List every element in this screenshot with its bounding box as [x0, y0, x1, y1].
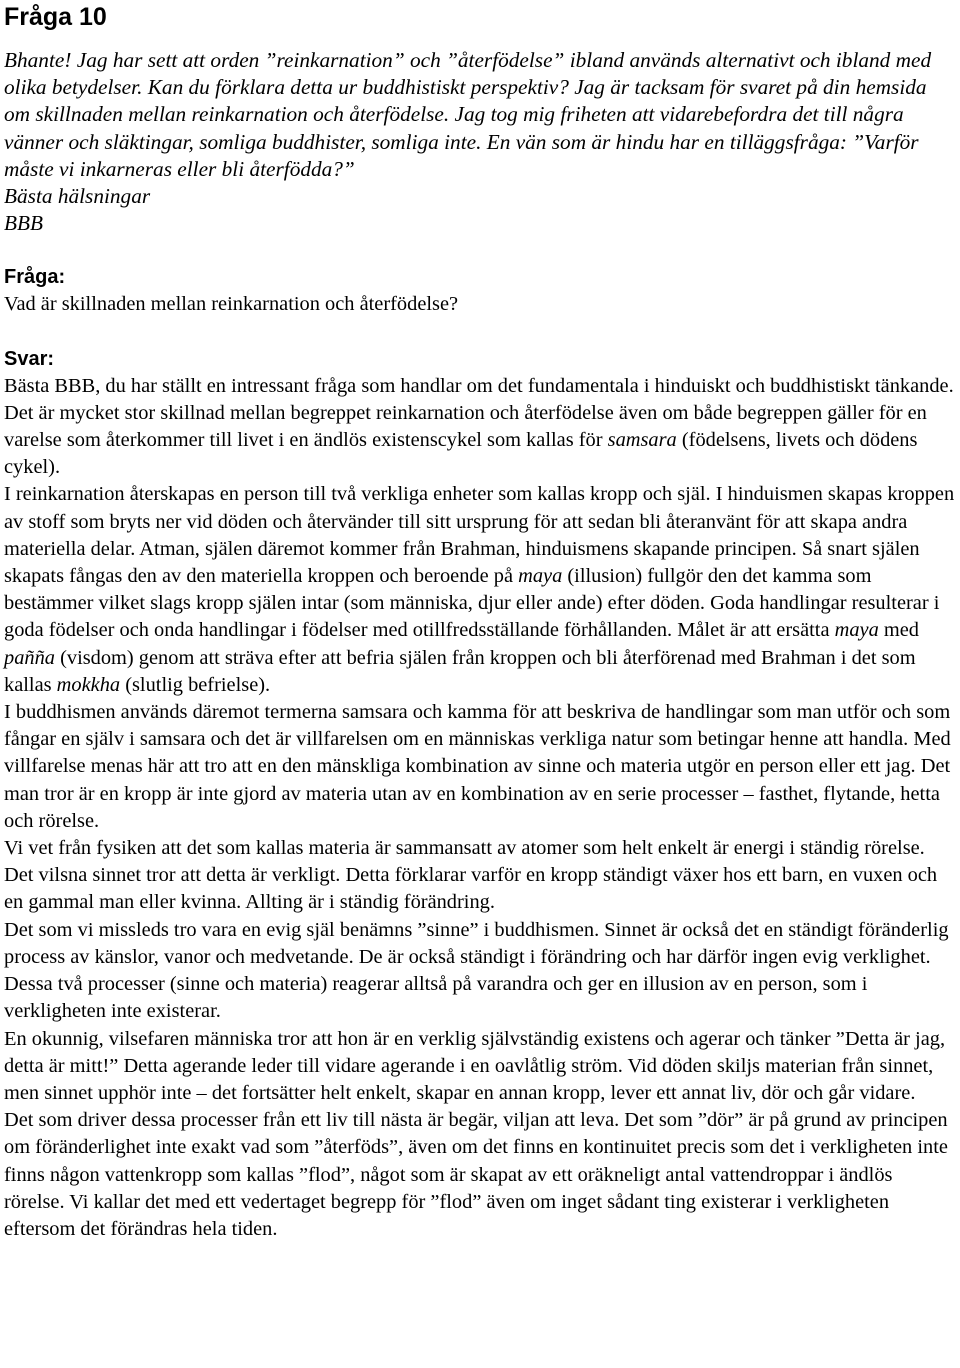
letter-greeting: Bästa hälsningar — [4, 184, 151, 209]
answer-paragraph-7: En okunnig, vilsefaren människa tror att hon är en verklig självständig existens och agerar och tänker ”Detta är jag, detta är mitt!” Detta agerande leder till vidare agerande i en oavlåtlig ström. Vid döden skiljs materian från sinnet, men sinnet upphör inte – det fortsätter helt enkelt, skapar en annan kropp, lever ett annat liv, dör och går vidare. — [4, 1027, 946, 1104]
question-section — [4, 264, 956, 318]
answer-section — [4, 346, 956, 1244]
text-run: I reinkarnation återskapas en person till två verkliga enheter som kallas kropp och själ. I hinduismen skapas kroppen av stoff som bryts ner vid döden och återvänder till sitt ursprung för att sedan bli återanvänt för att skapa andra materiella delar. Atman, själen däremot kommer från Brahman, hinduismens skapande principen. Så snart själen skapats fångas den av den materiella kroppen och beroende på — [4, 483, 955, 588]
answer-paragraph-6: Det som vi missleds tro vara en evig själ benämns ”sinne” i buddhismen. Sinnet är också det en ständigt föränderlig process av känslor, vanor och medvetande. De är också ständigt i förändring och har därför ingen evig verklighet. Dessa två processer (sinne och materia) reagerar alltså på varandra och ger en illusion av en person, som i verkligheten inte existerar. — [4, 918, 949, 1023]
term-mokkha: mokkha — [56, 673, 121, 696]
document-page — [4, 0, 956, 1243]
answer-paragraph-1: Bästa BBB, du har ställt en intressant fråga som handlar om det fundamentala i hinduiskt och buddhistiskt tänkande. — [4, 374, 954, 397]
question-label: Fråga: — [4, 266, 66, 289]
answer-paragraph-4: I buddhismen används däremot termerna samsara och kamma för att beskriva de handlingar som man utför och som fångar en själv i samsara och det är villfarelsen om en människas verkliga natur som betingar henne att handla. Med villfarelse menas här att tro att en den mänskliga kombination av sinne och materia utgör en person eller ett jag. Det man tror är en kropp är inte gjord av materia utan av en kombination av en serie processer – fasthet, flytande, hetta och rörelse. — [4, 701, 951, 832]
page-title: Fråga 10 — [4, 3, 107, 31]
answer-paragraph-3 — [4, 481, 956, 699]
spacer — [4, 319, 956, 346]
term-samsara: samsara — [607, 429, 677, 452]
answer-paragraph-5: Vi vet från fysiken att det som kallas materia är sammansatt av atomer som helt enkelt är energi i ständig rörelse. Det vilsna sinnet tror att detta är verkligt. Detta förklarar varför en kropp ständigt växer hos ett barn, en vuxen och en gammal man eller kvinna. Allting är i ständig förändring. — [4, 837, 938, 914]
text-run: (illusion) fullgör den det kamma som bestämmer vilket slags kropp själen intar (som människa, djur eller ande) efter döden. Goda handlingar resulterar i goda födelser och onda handlingar i födelser med otillfredsställande förhållanden. Målet är att ersätta — [4, 565, 940, 642]
answer-paragraph-2 — [4, 400, 956, 482]
term-maya: maya — [834, 619, 879, 642]
text-run: Det är mycket stor skillnad mellan begreppet reinkarnation och återfödelse även om både begreppen gäller för en varelse som återkommer till livet i en ändlös existenscykel som kallas för — [4, 401, 927, 452]
letter-text: Bhante! Jag har sett att orden ”reinkarnation” och ”återfödelse” ibland används alternativt och ibland med olika betydelser. Kan du förklara detta ur buddhistiskt perspektiv? Jag är tacksam för svaret på din hemsida om skillnaden mellan reinkarnation och återfödelse. Jag tog mig friheten att vidarebefordra det till några vänner och släktingar, somliga buddhister, somliga inte. En vän som är hindu har en tilläggsfråga: ”Varför måste vi inkarneras eller bli återfödda?” — [4, 48, 932, 181]
text-run: (visdom) genom att sträva efter att befria själen från kroppen och bli återförenad med Brahman i det som kallas — [4, 646, 916, 696]
text-run: med — [878, 619, 920, 642]
reader-letter — [4, 47, 956, 237]
term-panna: paññа — [4, 646, 55, 669]
text-run: (födelsens, livets och dödens cykel). — [4, 429, 918, 479]
term-maya: maya — [518, 565, 563, 588]
letter-signature: BBB — [4, 211, 44, 236]
answer-paragraph-8: Det som driver dessa processer från ett liv till nästa är begär, viljan att leva. Det som ”dör” är på grund av principen om föränderlighet inte exakt vad som ”återföds”, även om det finns en kontinuitet precis som det i verkligheten inte finns någon vattenkropp som kallas ”flod”, något som är skapat av ett oräkneligt antal vattendroppar i ändlös rörelse. Vi kallar det med ett vedertaget begrepp för ”flod” även om inget sådant ting existerar i verkligheten eftersom det förändras hela tiden. — [4, 1109, 948, 1240]
question-text: Vad är skillnaden mellan reinkarnation och återfödelse? — [4, 293, 459, 316]
answer-label: Svar: — [4, 347, 55, 370]
spacer — [4, 237, 956, 264]
text-run: (slutlig befrielse). — [120, 673, 271, 696]
